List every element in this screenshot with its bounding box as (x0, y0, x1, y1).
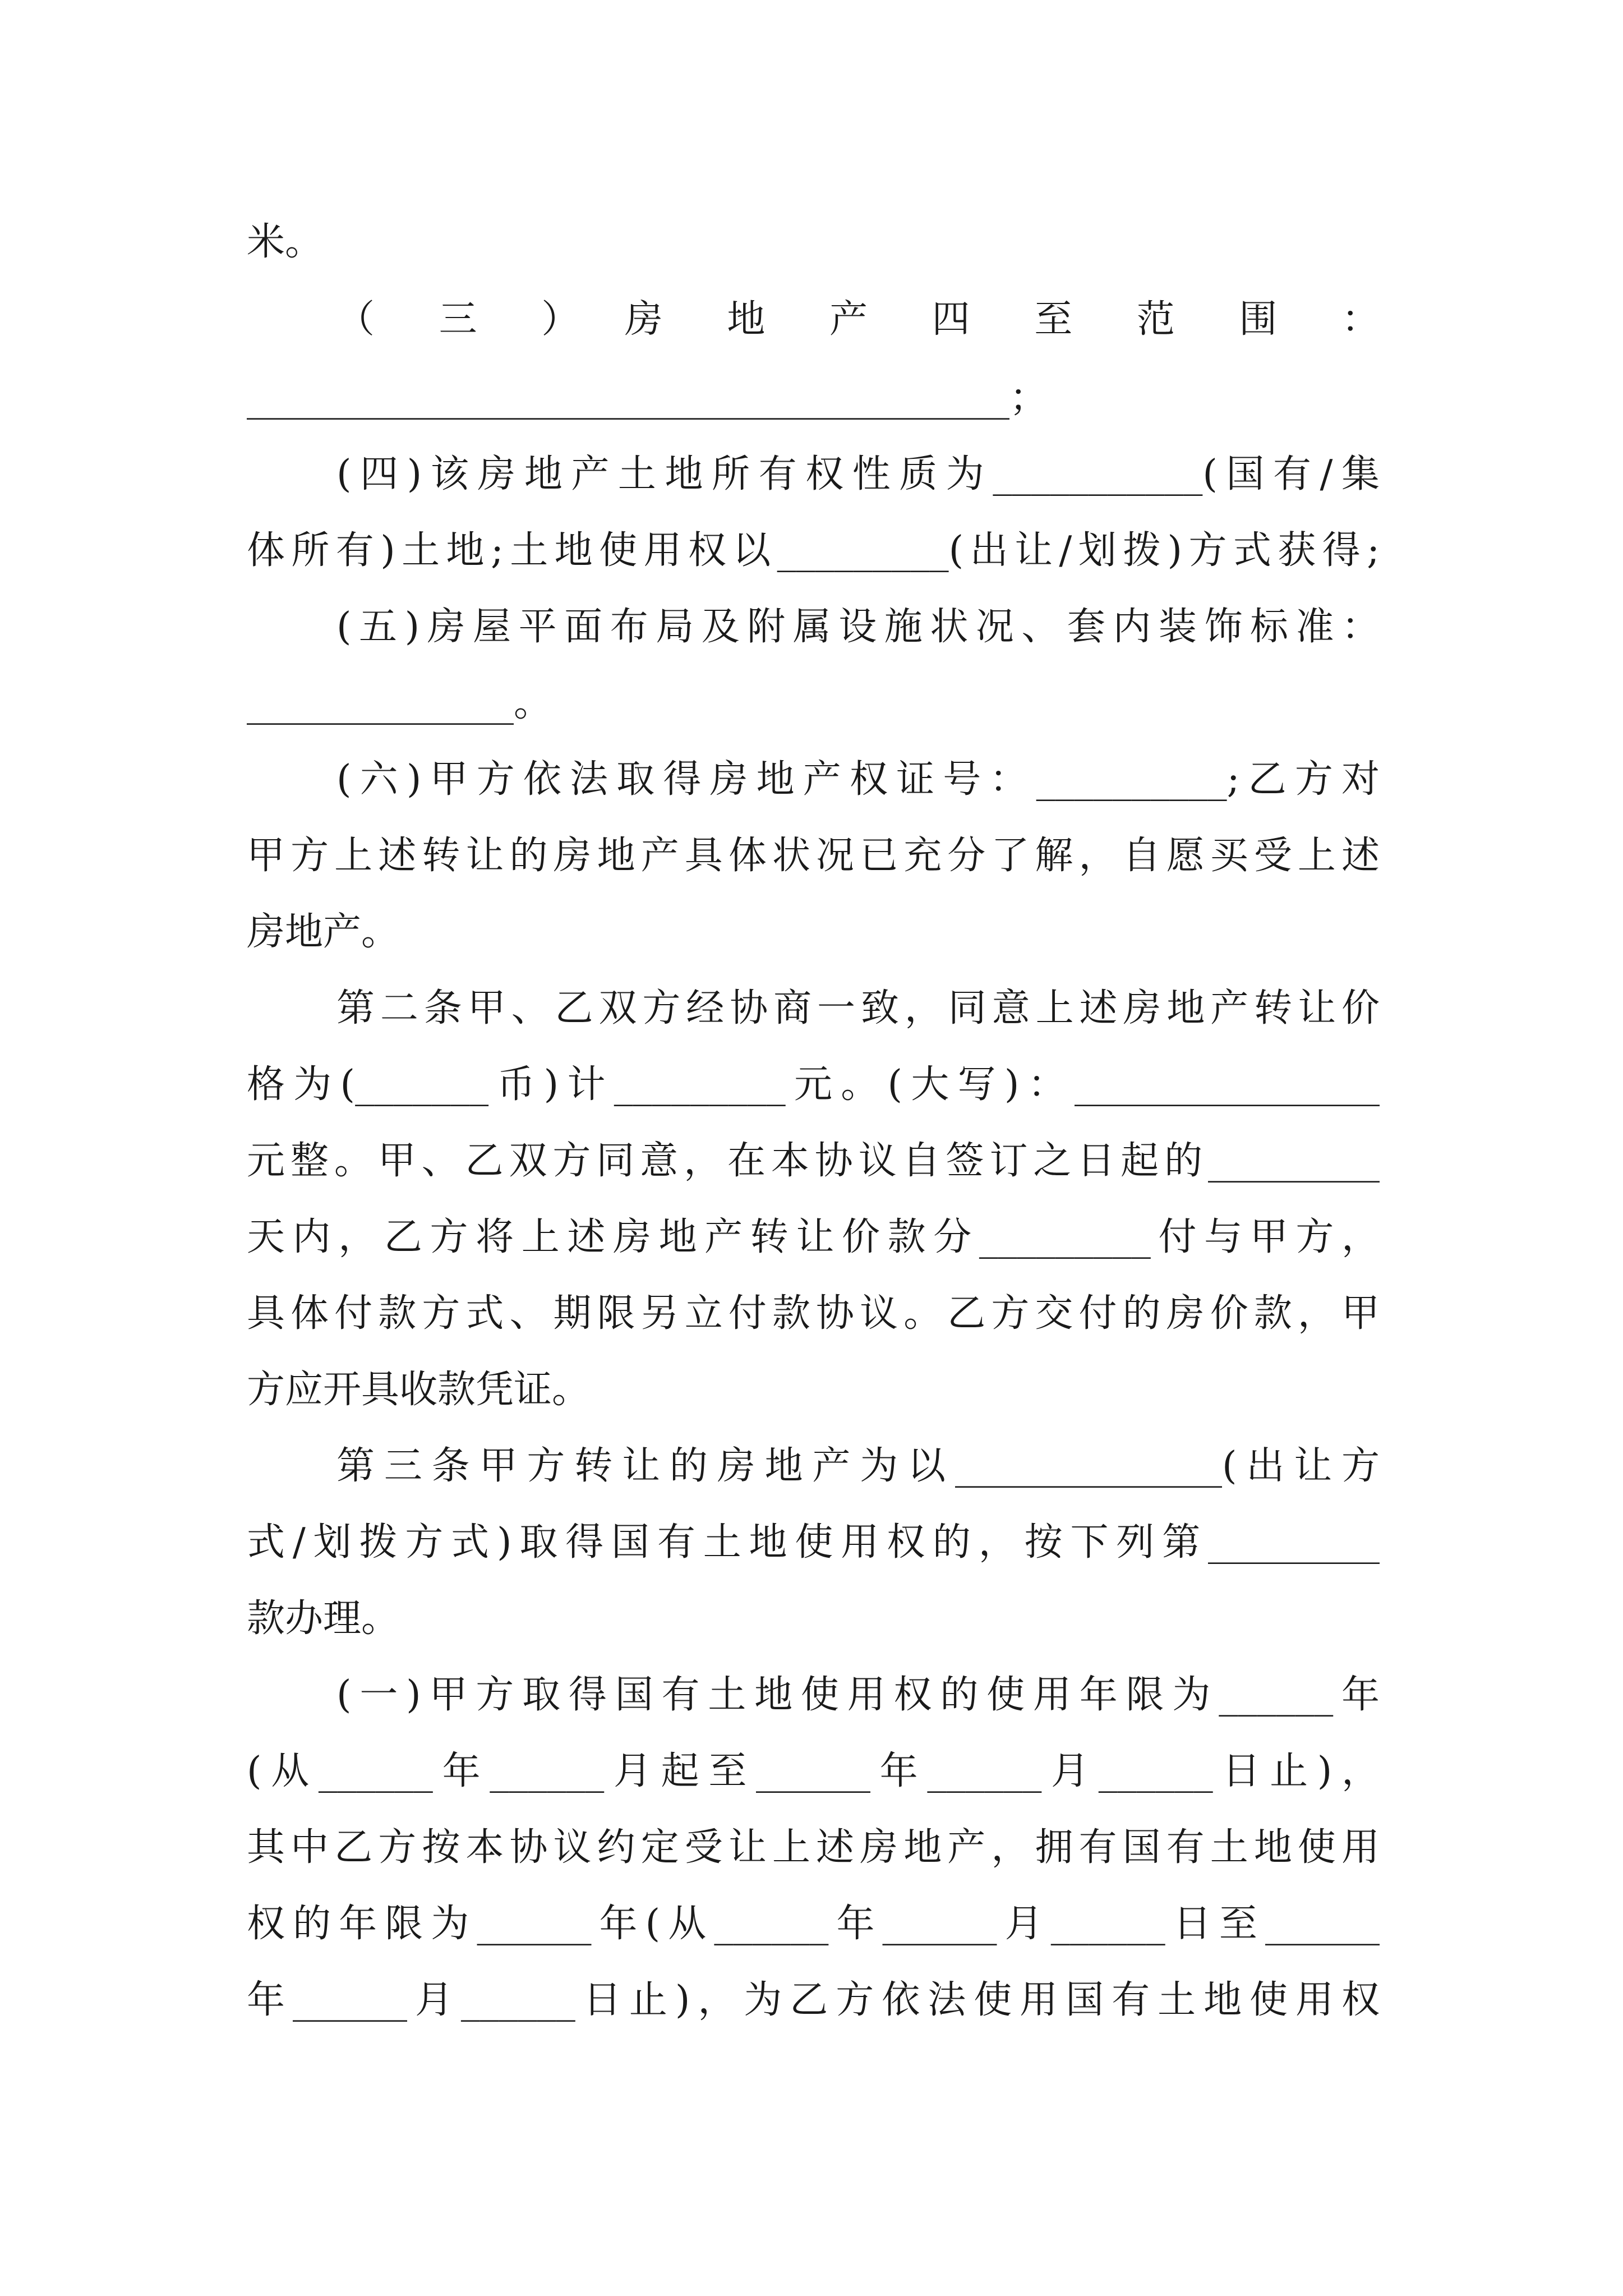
text-line: 式/划拨方式)取得国有土地使用权的，按下列第_________ (247, 1520, 1380, 1565)
text-line: 体所有)土地;土地使用权以_________(出让/划拨)方式获得; (247, 528, 1380, 573)
text-line: ______________。 (247, 681, 552, 725)
text-line: (五)房屋平面布局及附属设施状况、套内装饰标准： (336, 605, 1380, 649)
text-line: (六)甲方依法取得房地产权证号：__________;乙方对 (336, 757, 1380, 802)
text-line: (四)该房地产土地所有权性质为___________(国有/集 (336, 452, 1380, 496)
text-line: 款办理。 (247, 1596, 400, 1641)
text-line: 第三条甲方转让的房地产为以______________(出让方 (336, 1444, 1380, 1488)
text-line: 具体付款方式、期限另立付款协议。乙方交付的房价款，甲 (247, 1291, 1380, 1336)
text-line: 天内，乙方将上述房地产转让价款分_________付与甲方， (247, 1215, 1380, 1259)
text-line: (从______年______月起至______年______月______日止)， (247, 1749, 1380, 1793)
text-line: （ 三 ） 房 地 产 四 至 范 围 ： (336, 297, 1380, 342)
text-line: 年______月______日止)，为乙方依法使用国有土地使用权 (247, 1978, 1380, 2022)
text-line: 方应开具收款凭证。 (247, 1368, 591, 1412)
text-line: 格为(_______币)计_________元。(大写)：________________ (247, 1062, 1380, 1107)
text-line: (一)甲方取得国有土地使用权的使用年限为______年 (336, 1673, 1380, 1717)
text-line: ________________________________________； (247, 376, 1048, 420)
text-line: 第二条甲、乙双方经协商一致，同意上述房地产转让价 (336, 986, 1380, 1030)
text-line: 元整。甲、乙双方同意，在本协议自签订之日起的_________ (247, 1139, 1380, 1183)
text-line: 房地产。 (247, 910, 400, 954)
text-line: 甲方上述转让的房地产具体状况已充分了解，自愿买受上述 (247, 834, 1380, 878)
text-line: 米。 (247, 220, 324, 264)
text-line: 权的年限为______年(从______年______月______日至______ (247, 1902, 1380, 1946)
text-line: 其中乙方按本协议约定受让上述房地产，拥有国有土地使用 (247, 1825, 1380, 1870)
